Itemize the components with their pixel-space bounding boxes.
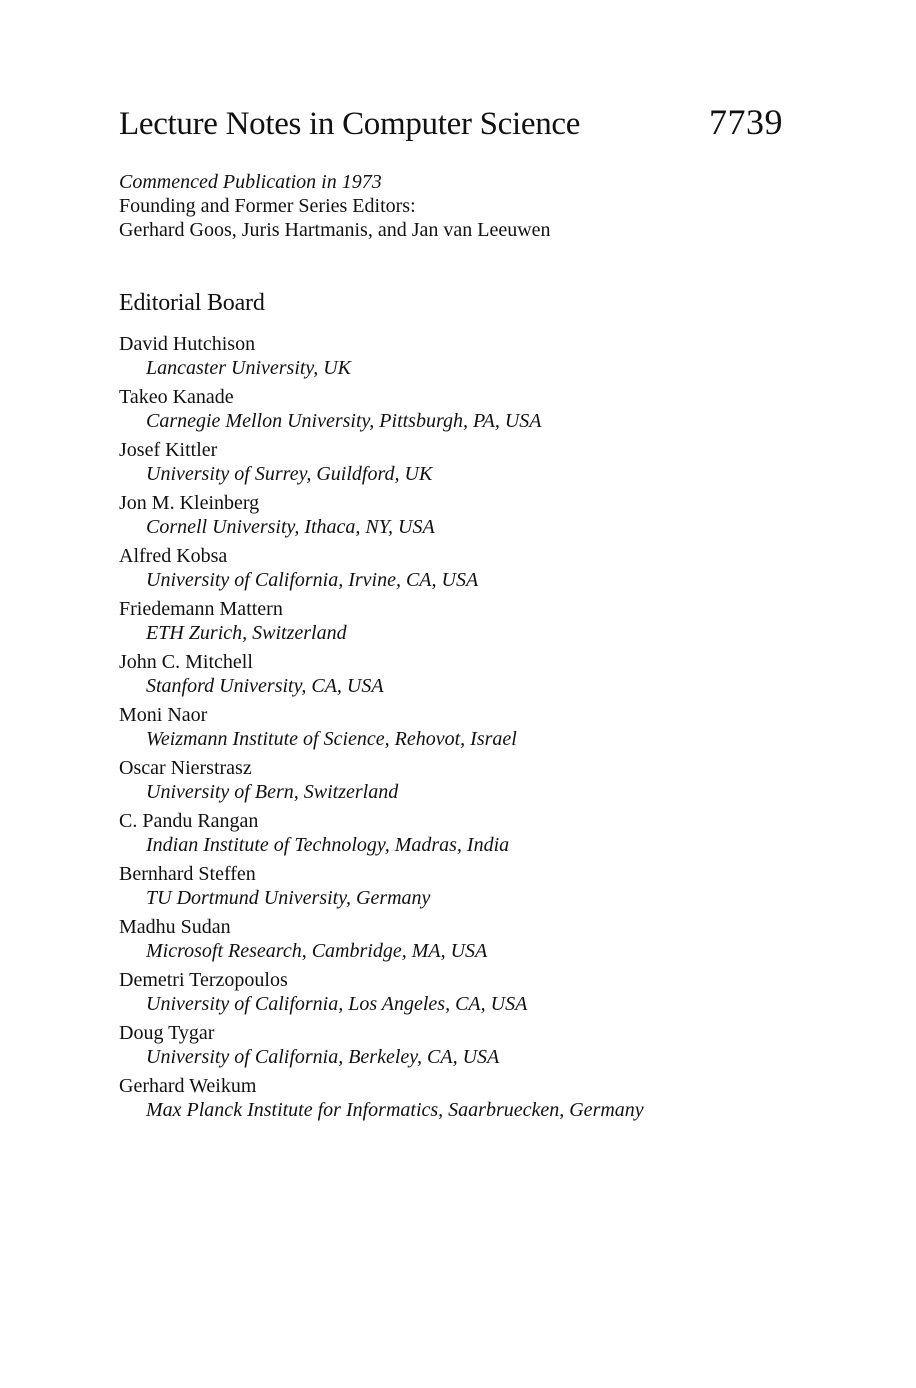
editor-name: Oscar Nierstrasz [119,757,252,779]
editorial-board-member [119,703,783,751]
editor-affiliation: Max Planck Institute for Informatics, Saarbruecken, Germany [146,1099,644,1121]
editor-affiliation: University of California, Berkeley, CA, USA [146,1046,500,1068]
editor-affiliation: Indian Institute of Technology, Madras, India [146,834,510,856]
editorial-board-member [119,332,783,380]
editor-name: Takeo Kanade [119,386,234,408]
editorial-board-member [119,597,783,645]
editor-affiliation: Microsoft Research, Cambridge, MA, USA [146,940,488,962]
editor-affiliation: University of Bern, Switzerland [146,781,399,803]
editor-name: Jon M. Kleinberg [119,492,260,514]
series-title: Lecture Notes in Computer Science [119,106,581,142]
editor-affiliation: University of California, Los Angeles, CA, USA [146,993,528,1015]
editor-name: Bernhard Steffen [119,863,256,885]
editor-affiliation: Stanford University, CA, USA [146,675,384,697]
editor-affiliation: Lancaster University, UK [146,357,351,379]
editorial-board-member [119,915,783,963]
founding-editors-label: Founding and Former Series Editors: [119,195,416,217]
editorial-board-member [119,809,783,857]
editor-affiliation: TU Dortmund University, Germany [146,887,431,909]
series-title-row [119,102,783,144]
editor-name: Gerhard Weikum [119,1075,257,1097]
editor-name: Josef Kittler [119,439,218,461]
editor-name: David Hutchison [119,333,256,355]
editorial-board-member [119,650,783,698]
editorial-board-member [119,1021,783,1069]
editorial-board-member [119,491,783,539]
editorial-board-member [119,862,783,910]
editor-name: Demetri Terzopoulos [119,969,288,991]
editorial-board-member [119,385,783,433]
commenced-publication-note: Commenced Publication in 1973 [119,171,382,193]
editorial-board-heading: Editorial Board [119,290,265,316]
editor-affiliation: Cornell University, Ithaca, NY, USA [146,516,435,538]
editor-affiliation: University of Surrey, Guildford, UK [146,463,433,485]
editor-name: Madhu Sudan [119,916,231,938]
editor-name: John C. Mitchell [119,651,253,673]
editorial-board-member [119,756,783,804]
editorial-board-member [119,1074,783,1122]
editorial-board-list [119,332,783,1122]
editor-affiliation: ETH Zurich, Switzerland [146,622,347,644]
editor-name: Doug Tygar [119,1022,215,1044]
editor-name: C. Pandu Rangan [119,810,259,832]
editor-name: Friedemann Mattern [119,598,283,620]
series-info-block [119,170,783,242]
founding-editors-names: Gerhard Goos, Juris Hartmanis, and Jan van Leeuwen [119,219,551,241]
editor-name: Alfred Kobsa [119,545,228,567]
editor-name: Moni Naor [119,704,208,726]
volume-number: 7739 [709,102,783,142]
editor-affiliation: Carnegie Mellon University, Pittsburgh, PA, USA [146,410,542,432]
editorial-board-member [119,968,783,1016]
editor-affiliation: Weizmann Institute of Science, Rehovot, Israel [146,728,517,750]
editorial-board-member [119,544,783,592]
editorial-board-member [119,438,783,486]
editor-affiliation: University of California, Irvine, CA, USA [146,569,479,591]
